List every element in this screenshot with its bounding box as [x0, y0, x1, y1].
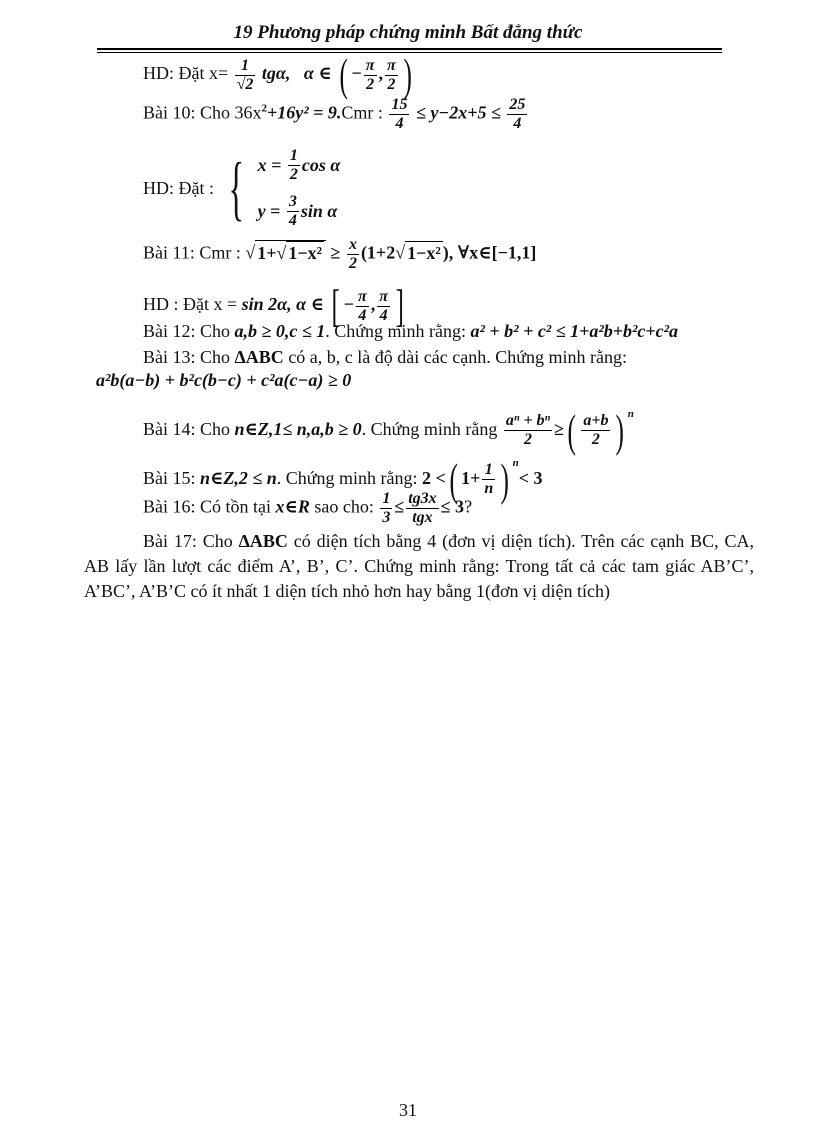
- problem-13-expression: a²b(a−b) + b²c(b−c) + c²a(c−a) ≥ 0: [96, 370, 352, 390]
- problem-12: Bài 12: Cho a,b ≥ 0,c ≤ 1. Chứng minh rằng: a² + b² + c² ≤ 1+a²b+b²c+c²a: [143, 321, 679, 341]
- problem-15: Bài 15: n∈Z,2 ≤ n. Chứng minh rằng: 2 <( 1+ $\frac{1}{n}$ ) $^n$< 3: [143, 453, 543, 505]
- problem-11: Bài 11: Cmr : √ 1+√ 1−x² ≥ $\frac{x}{2}$ (1+2√ 1−x² ), ∀x∈[−1,1]: [143, 236, 537, 272]
- hint-11: HD : Đặt x = sin 2α, α ∈ [ − $\frac{\pi}{4}$ , $\frac{\pi}{4}$ ]: [143, 280, 404, 331]
- page-header: 19 Phương pháp chứng minh Bất đẳng thức: [233, 22, 583, 43]
- problem-10: Bài 10: Cho $36x^2+16y^2 = 9.Cmr$ : $\frac{15}{4}$ ≤ y−2x+5 ≤ $\frac{25}{4}$: [143, 96, 526, 132]
- problem-14: Bài 14: Cho n∈Z,1≤ n,a,b ≥ 0. Chứng minh rằng $\frac{\text{aⁿ + bⁿ}}{2}$ ≥( $\frac{a+b}{2}$ ) $^n$: [143, 404, 634, 456]
- problem-13: Bài 13: Cho ΔABC có a, b, c là độ dài các cạnh. Chứng minh rằng:: [143, 347, 627, 367]
- hint-10: HD: Đặt : { x = $\frac{1}{2}$ cos α y = $\frac{3}{4}$ sin α: [143, 146, 341, 229]
- problem-17: Bài 17: Cho ΔABC có diện tích bằng 4 (đơn vị diện tích). Trên các cạnh BC, CA, AB lấy lần lượt các điểm A’, B’, C’. Chứng minh rằng: Trong tất cả các tam giác AB’C’, A’BC’, A’B’C có ít nhất 1 diện tích nhỏ hơn hay bằng 1(đơn vị diện tích): [84, 531, 755, 601]
- hint-9: HD: Đặt x= $\frac{1}{√2}$ tgα, α ∈ ( − $\frac{\pi}{2}$ , $\frac{\pi}{2}$ ): [143, 49, 412, 100]
- page-number: 31: [399, 1100, 417, 1120]
- problem-16: Bài 16: Có tồn tại x∈R sao cho: $\frac{1}{3}$ ≤ $\frac{tg3x}{\text{tgx}}$ ≤ 3?: [143, 490, 473, 526]
